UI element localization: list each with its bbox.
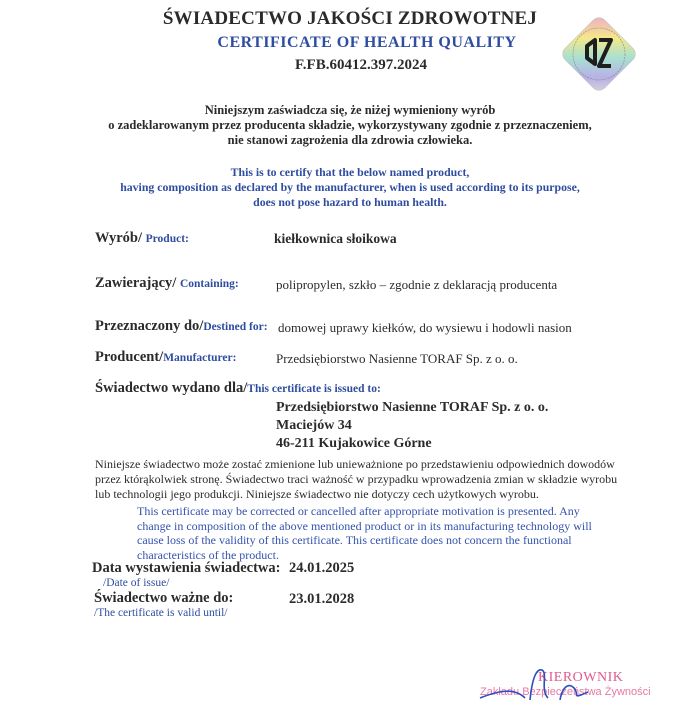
stamp-title: KIEROWNIK	[538, 670, 624, 685]
issued-to-label	[95, 380, 381, 397]
intro-polish	[0, 103, 700, 148]
intro-english-line: having composition as declared by the manufacturer, when is used according to its purpose,	[120, 180, 580, 194]
intro-english-line: This is to certify that the below named product,	[230, 165, 470, 179]
note-polish: Niniejsze świadectwo może zostać zmienione lub unieważnione po przedstawieniu odpowiednich dowodów przez którąkolwiek stronę. Świadectwo traci ważność w przypadku wprowadzenia zmian w składzie wyrobu lub technologii jego produkcji. Niniejsze świadectwo nie dotyczy cech użytkowych wyrobu.	[95, 457, 618, 501]
product-label-en: Product:	[145, 233, 189, 245]
title-polish: ŚWIADECTWO JAKOŚCI ZDROWOTNEJ	[162, 8, 538, 29]
address-company: Przedsiębiorstwo Nasienne TORAF Sp. z o. o.	[276, 400, 549, 415]
certificate-number: F.FB.60412.397.2024	[295, 57, 427, 73]
destined-label-en: Destined for:	[203, 321, 268, 333]
stamp-subtitle: Zakładu Bezpieczeństwa Żywności	[480, 686, 651, 698]
valid-until-label-en: /The certificate is valid until/	[94, 607, 228, 619]
valid-until-label: Świadectwo ważne do:	[94, 590, 234, 606]
containing-label-pl: Zawierający/	[95, 275, 177, 291]
destined-label	[95, 318, 268, 335]
signature-icon	[470, 640, 630, 700]
destined-value: domowej uprawy kiełków, do wysiewu i hodowli nasion	[278, 320, 572, 335]
intro-polish-line: o zadeklarowanym przez producenta składzie, wykorzystywany zgodnie z przeznaczeniem,	[108, 118, 592, 132]
intro-english-line: does not pose hazard to human health.	[253, 195, 447, 209]
intro-polish-line: nie stanowi zagrożenia dla zdrowia człowieka.	[227, 133, 473, 147]
product-label	[95, 230, 189, 247]
manufacturer-label-en: Manufacturer:	[163, 352, 237, 364]
address-city: 46-211 Kujakowice Górne	[276, 436, 432, 451]
product-label-pl: Wyrób/	[95, 230, 142, 246]
intro-english	[0, 165, 700, 210]
issue-date-label: Data wystawienia świadectwa:	[92, 560, 281, 576]
manufacturer-label	[95, 349, 236, 366]
destined-label-pl: Przeznaczony do/	[95, 318, 204, 334]
product-value: kiełkownica słoikowa	[274, 231, 397, 246]
manufacturer-value: Przedsiębiorstwo Nasienne TORAF Sp. z o. o.	[276, 351, 518, 366]
issued-to-label-pl: Świadectwo wydano dla/	[95, 380, 248, 396]
intro-polish-line: Niniejszym zaświadcza się, że niżej wymieniony wyrób	[204, 103, 496, 117]
containing-label-en: Containing:	[179, 278, 239, 290]
issue-date-value: 24.01.2025	[289, 560, 355, 576]
valid-until-value: 23.01.2028	[289, 591, 355, 607]
issued-to-label-en: This certificate is issued to:	[247, 383, 381, 395]
note-english: This certificate may be corrected or cancelled after appropriate motivation is presented. Any change in composition of the above mentioned product or in its manufacturing technology will cause loss of the validity of this certificate. This certificate does not concern the functional characteristics of the product.	[137, 504, 592, 562]
issue-date-label-en: /Date of issue/	[103, 577, 170, 589]
title-english: CERTIFICATE OF HEALTH QUALITY	[217, 34, 517, 51]
address-street: Maciejów 34	[276, 418, 352, 433]
hologram-seal-icon	[553, 8, 645, 100]
containing-value: polipropylen, szkło – zgodnie z deklaracją producenta	[276, 277, 558, 292]
manufacturer-label-pl: Producent/	[95, 349, 164, 365]
issued-to-address	[276, 399, 548, 453]
containing-label	[95, 275, 239, 292]
